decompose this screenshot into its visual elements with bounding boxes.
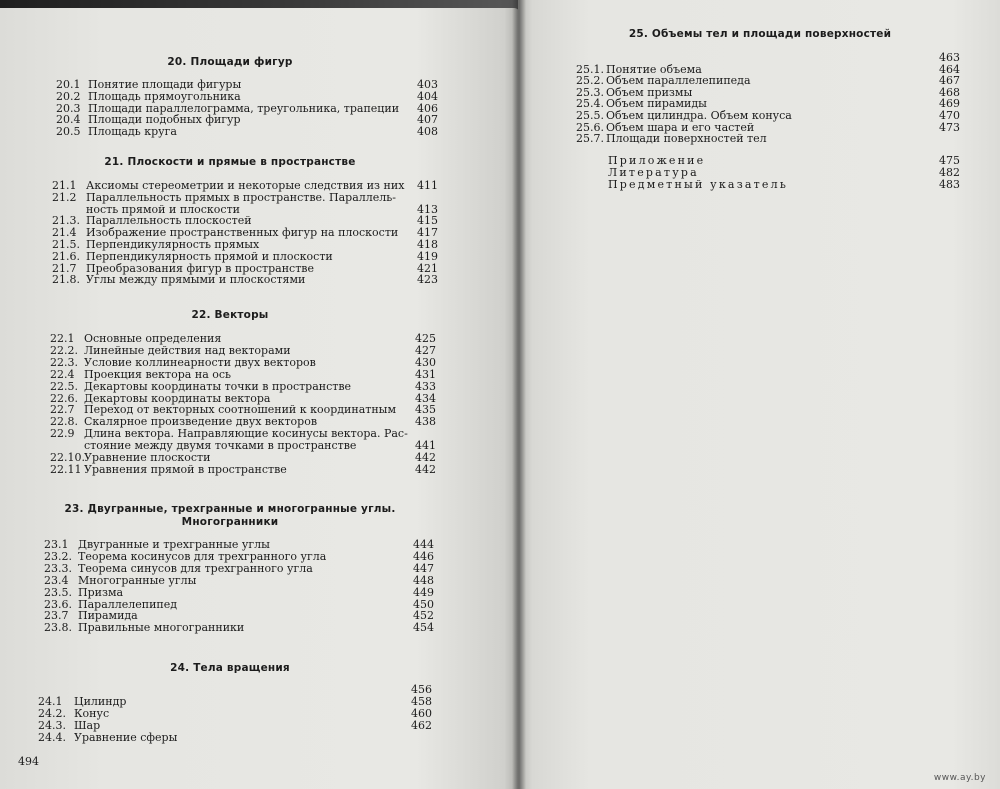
toc-entry-title: Понятие объема bbox=[606, 62, 702, 76]
section-title: 23. Двугранные, трехгранные и многогранные углы. bbox=[64, 503, 396, 515]
toc-entry-page: 442 bbox=[415, 451, 436, 464]
toc-entry-page: 427 bbox=[415, 343, 436, 357]
toc-entry-number: 20.2 bbox=[56, 89, 81, 103]
toc-entry-title: Теорема синусов для трехгранного угла bbox=[78, 561, 313, 575]
toc-entry-number: 22.7 bbox=[50, 403, 75, 417]
toc-entry-number: 23.7 bbox=[44, 609, 69, 623]
toc-entry-number: 21.2 bbox=[52, 190, 77, 204]
toc-entry-page: 421 bbox=[417, 261, 438, 275]
toc-entry-title: Многогранные углы bbox=[78, 573, 197, 587]
toc-entry bbox=[50, 464, 406, 476]
toc-entry-title: Основные определения bbox=[84, 332, 222, 345]
appendix-entry-page: 475 bbox=[939, 154, 960, 167]
toc-entry-number: 25.2. bbox=[576, 74, 604, 88]
toc-entry-title: стояние между двумя точками в пространстве bbox=[84, 439, 357, 453]
toc-entry-title: Условие коллинеарности двух векторов bbox=[84, 355, 316, 369]
toc-entry-page: 425 bbox=[415, 332, 436, 345]
toc-entry-number: 21.7 bbox=[52, 261, 77, 275]
toc-entry bbox=[50, 357, 406, 369]
toc-entry bbox=[38, 732, 402, 744]
toc-entry-page: 460 bbox=[411, 707, 432, 720]
toc-entry-number: 24.1 bbox=[38, 695, 63, 708]
toc-entry-page: 434 bbox=[415, 391, 436, 405]
toc-entry-page: 462 bbox=[411, 719, 432, 732]
toc-entry bbox=[50, 369, 406, 381]
appendix-entry-title: Предметный указатель bbox=[608, 177, 789, 191]
toc-entry-page: 464 bbox=[939, 62, 960, 76]
toc-entry-page: 438 bbox=[415, 415, 436, 429]
toc-entry-page: 444 bbox=[413, 538, 434, 551]
toc-entry-number: 22.6. bbox=[50, 391, 78, 405]
toc-entry-title: Параллельность прямых в пространстве. Параллель- bbox=[86, 190, 396, 204]
toc-entry-number: 21.1 bbox=[52, 179, 77, 192]
section-title: 21. Плоскости и прямые в пространстве bbox=[104, 156, 356, 168]
toc-entry-number: 22.11 bbox=[50, 462, 82, 476]
section-title: 24. Тела вращения bbox=[170, 662, 290, 674]
toc-entry-page: 419 bbox=[417, 249, 438, 263]
section-title: 25. Объемы тел и площади поверхностей bbox=[628, 28, 892, 40]
toc-entry bbox=[52, 251, 408, 263]
toc-entry-page: 473 bbox=[939, 120, 960, 134]
appendix-entry-page: 482 bbox=[939, 165, 960, 179]
toc-entry-title: Проекция вектора на ось bbox=[84, 367, 232, 381]
toc-entry-page: 431 bbox=[415, 367, 436, 381]
toc-entry-number: 24.3. bbox=[38, 719, 66, 732]
toc-entry-number: 25.5. bbox=[576, 109, 604, 122]
toc-entry-page: 413 bbox=[417, 202, 438, 216]
toc-entry-number: 23.4 bbox=[44, 573, 69, 587]
toc-entry-page: 408 bbox=[417, 125, 438, 139]
toc-entry-number: 25.4. bbox=[576, 97, 604, 111]
toc-entry-page: 469 bbox=[939, 97, 960, 111]
toc-entry-title: Площади параллелограмма, треугольника, трапеции bbox=[88, 101, 400, 115]
toc-entry-title: Преобразования фигур в пространстве bbox=[86, 261, 314, 275]
toc-entry-number: 22.2. bbox=[50, 343, 78, 357]
toc-entry-title: Площадь прямоугольника bbox=[88, 89, 241, 103]
toc-entry-page: 446 bbox=[413, 549, 434, 563]
toc-entry-title: Параллельность плоскостей bbox=[86, 214, 252, 228]
toc-entry-number: 20.1 bbox=[56, 78, 81, 91]
toc-entry-page: 458 bbox=[411, 695, 432, 708]
toc-entry-page: 467 bbox=[939, 74, 960, 88]
section-title-line2: Многогранники bbox=[181, 516, 279, 528]
toc-entry-page: 447 bbox=[413, 561, 434, 575]
toc-entry-title: Цилиндр bbox=[74, 695, 127, 708]
toc-entry-page: 433 bbox=[415, 379, 436, 393]
toc-entry-title: Площади подобных фигур bbox=[88, 113, 241, 127]
toc-entry-page: 468 bbox=[939, 85, 960, 99]
toc-entry-title: Декартовы координаты точки в пространстве bbox=[84, 379, 352, 393]
toc-entry-title: Двугранные и трехгранные углы bbox=[78, 538, 270, 551]
toc-entry-page: 435 bbox=[415, 403, 436, 417]
toc-entry-number: 21.4 bbox=[52, 226, 77, 240]
toc-entry-number: 24.4. bbox=[38, 731, 66, 744]
toc-entry bbox=[56, 126, 408, 138]
toc-entry bbox=[44, 575, 404, 587]
toc-entry-number: 23.8. bbox=[44, 621, 72, 635]
toc-entry-page: 470 bbox=[939, 109, 960, 122]
toc-entry-number: 22.9 bbox=[50, 427, 75, 441]
toc-entry-number: 22.1 bbox=[50, 332, 75, 345]
toc-entry-title: Площади поверхностей тел bbox=[606, 132, 767, 146]
toc-entry-title: Понятие площади фигуры bbox=[88, 78, 242, 91]
toc-entry-page: 406 bbox=[417, 101, 438, 115]
toc-entry-title: Шар bbox=[74, 719, 101, 732]
toc-entry-number: 25.7. bbox=[576, 132, 604, 146]
toc-entry-number: 22.8. bbox=[50, 415, 78, 429]
toc-entry-page: 456 bbox=[411, 683, 432, 696]
toc-entry-title: Скалярное произведение двух векторов bbox=[84, 415, 318, 429]
toc-entry bbox=[576, 133, 930, 145]
toc-entry-title: Углы между прямыми и плоскостями bbox=[86, 273, 306, 287]
toc-entry-number: 20.3 bbox=[56, 101, 81, 115]
toc-entry-number: 22.5. bbox=[50, 379, 78, 393]
toc-entry-title: Правильные многогранники bbox=[78, 621, 245, 635]
toc-entry bbox=[52, 192, 408, 204]
toc-entry-number: 22.4 bbox=[50, 367, 75, 381]
toc-entry-title: Объем пирамиды bbox=[606, 97, 707, 111]
toc-entry-number: 23.1 bbox=[44, 538, 69, 551]
toc-entry-title: ность прямой и плоскости bbox=[86, 202, 241, 216]
toc-entry-number: 24.2. bbox=[38, 707, 66, 720]
toc-entry-page: 452 bbox=[413, 609, 434, 623]
toc-entry-title: Объем параллелепипеда bbox=[606, 74, 751, 88]
toc-entry-page: 454 bbox=[413, 621, 434, 635]
toc-entry-number: 25.3. bbox=[576, 85, 604, 99]
toc-entry-number: 21.6. bbox=[52, 249, 80, 263]
toc-entry-title: Линейные действия над векторами bbox=[84, 343, 291, 357]
toc-entry-title: Декартовы координаты вектора bbox=[84, 391, 271, 405]
toc-entry-number: 20.4 bbox=[56, 113, 81, 127]
toc-entry bbox=[44, 587, 404, 599]
toc-entry-title: Аксиомы стереометрии и некоторые следствия из них bbox=[86, 179, 405, 192]
toc-entry-page: 423 bbox=[417, 273, 438, 287]
toc-entry-page: 448 bbox=[413, 573, 434, 587]
toc-entry bbox=[50, 381, 406, 393]
toc-entry-title: Изображение пространственных фигур на плоскости bbox=[86, 226, 399, 240]
section-title: 20. Площади фигур bbox=[167, 56, 293, 68]
toc-entry-title: Уравнение сферы bbox=[74, 731, 178, 744]
toc-entry-number: 22.3. bbox=[50, 355, 78, 369]
toc-entry-number: 23.3. bbox=[44, 561, 72, 575]
toc-entry-number: 23.5. bbox=[44, 585, 72, 599]
toc-entry-title: Уравнение плоскости bbox=[84, 451, 211, 464]
book-gutter bbox=[512, 0, 526, 789]
toc-entry bbox=[52, 274, 408, 286]
toc-entry-number: 21.3. bbox=[52, 214, 80, 228]
toc-entry-number: 25.1. bbox=[576, 62, 604, 76]
toc-entry-number: 25.6. bbox=[576, 120, 604, 134]
toc-entry-title: Переход от векторных соотношений к координатным bbox=[84, 403, 396, 417]
toc-entry-page: 441 bbox=[415, 439, 436, 453]
watermark: www.ay.by bbox=[933, 773, 986, 783]
toc-entry-page: 404 bbox=[417, 89, 438, 103]
toc-entry bbox=[44, 622, 404, 634]
toc-entry-page: 411 bbox=[417, 179, 438, 192]
toc-entry-page: 415 bbox=[417, 214, 438, 228]
toc-entry-page: 403 bbox=[417, 78, 438, 91]
toc-entry-title: Объем цилиндра. Объем конуса bbox=[606, 109, 792, 122]
toc-entry-page: 463 bbox=[939, 51, 960, 64]
toc-entry-page: 418 bbox=[417, 238, 438, 251]
toc-entry-title: Объем призмы bbox=[606, 85, 693, 99]
toc-entry-title: Конус bbox=[74, 707, 110, 720]
appendix-entry-page: 483 bbox=[939, 177, 960, 191]
appendix-entry-title: Приложение bbox=[608, 154, 706, 167]
toc-entry-title: Параллелепипед bbox=[78, 597, 178, 611]
toc-entry-title: Уравнения прямой в пространстве bbox=[84, 462, 287, 476]
page-number: 494 bbox=[18, 755, 39, 768]
toc-entry-title: Объем шара и его частей bbox=[606, 120, 755, 134]
toc-entry-number: 22.10. bbox=[50, 451, 85, 464]
toc-entry-page: 449 bbox=[413, 585, 434, 599]
toc-entry bbox=[56, 91, 408, 103]
toc-entry-page: 407 bbox=[417, 113, 438, 127]
toc-entry-title: Длина вектора. Направляющие косинусы вектора. Рас- bbox=[84, 427, 408, 441]
toc-entry-number: 21.8. bbox=[52, 273, 80, 287]
toc-entry bbox=[44, 563, 404, 575]
toc-entry-number: 23.6. bbox=[44, 597, 72, 611]
section-title: 22. Векторы bbox=[191, 309, 269, 321]
toc-entry-title: Площадь круга bbox=[88, 125, 177, 139]
toc-entry-title: Перпендикулярность прямых bbox=[86, 238, 260, 251]
toc-entry-title: Пирамида bbox=[78, 609, 138, 623]
toc-entry-title: Призма bbox=[78, 585, 124, 599]
toc-entry-number: 21.5. bbox=[52, 238, 80, 251]
toc-entry-page: 430 bbox=[415, 355, 436, 369]
toc-entry-page: 450 bbox=[413, 597, 434, 611]
appendix-entry-title: Литература bbox=[608, 165, 699, 179]
toc-entry-title: Перпендикулярность прямой и плоскости bbox=[86, 249, 333, 263]
toc-entry-title: Теорема косинусов для трехгранного угла bbox=[78, 549, 327, 563]
toc-entry-number: 23.2. bbox=[44, 549, 72, 563]
toc-entry-page: 442 bbox=[415, 462, 436, 476]
toc-entry-page: 417 bbox=[417, 226, 438, 240]
toc-entry-number: 20.5 bbox=[56, 125, 81, 139]
